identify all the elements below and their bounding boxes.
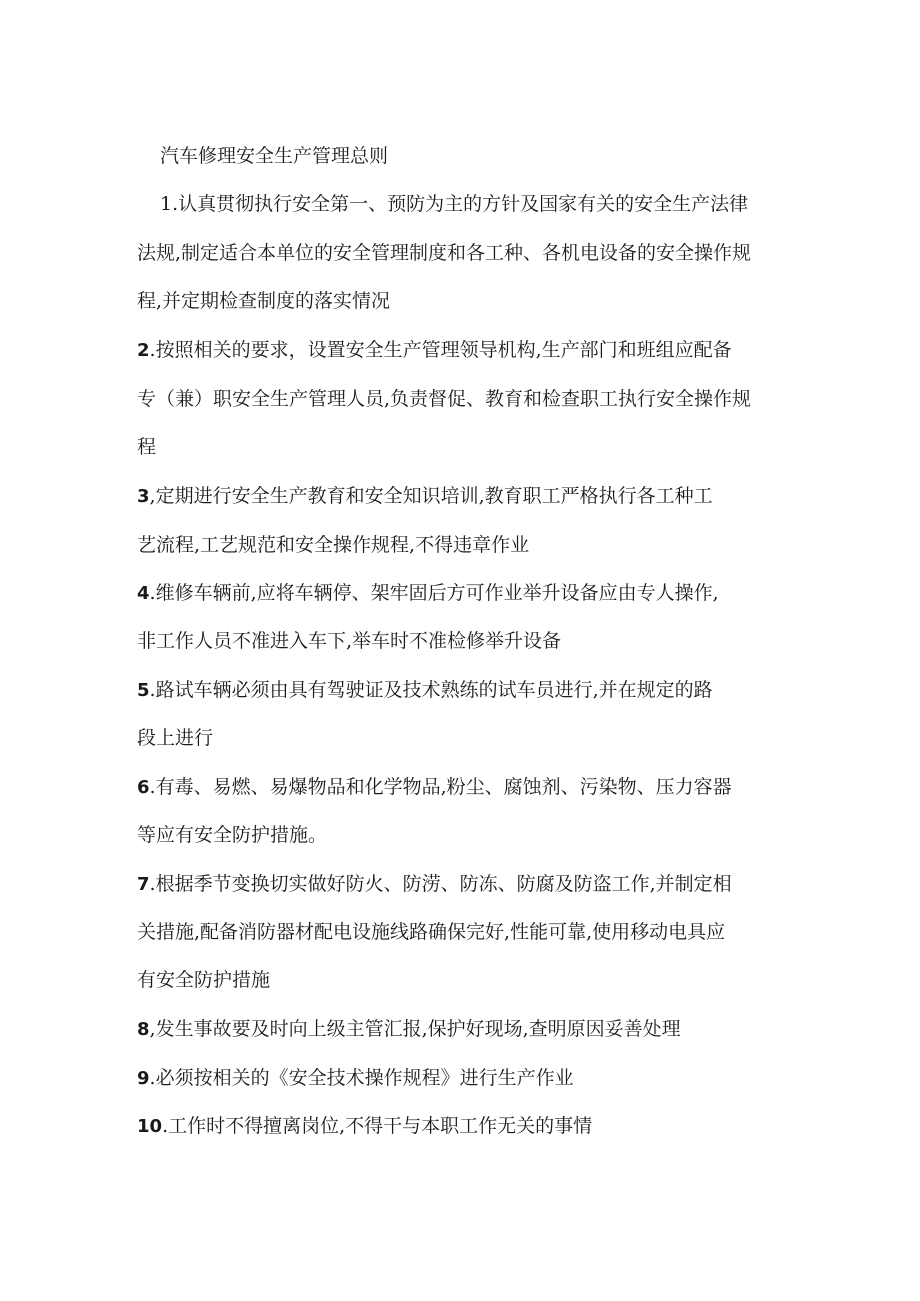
item-3-line-1: [137, 480, 713, 513]
item-1-line-3: 程,并定期检查制度的落实情况: [137, 290, 391, 312]
item-2-line-3: 程: [137, 436, 157, 458]
item-9-line-1: [137, 1062, 574, 1095]
item-1-line-2: 法规,制定适合本单位的安全管理制度和各工种、各机电设备的安全操作规: [137, 242, 752, 264]
item-number: 1.: [160, 193, 179, 215]
item-text: .路试车辆必须由具有驾驶证及技术熟练的试车员进行,并在规定的路: [149, 679, 713, 701]
item-2-line-1: [137, 334, 732, 367]
item-6-line-1: [137, 771, 732, 804]
item-3-line-2: 艺流程,工艺规范和安全操作规程,不得违章作业: [137, 534, 530, 556]
item-number: 9: [137, 1068, 150, 1089]
item-text: .维修车辆前,应将车辆停、架牢固后方可作业举升设备应由专人操作,: [149, 582, 719, 604]
item-5-line-2: 段上进行: [137, 727, 214, 749]
item-text: .必须按相关的《安全技术操作规程》进行生产作业: [149, 1067, 574, 1089]
item-number: 2: [137, 340, 150, 361]
item-text: .有毒、易燃、易爆物品和化学物品,粉尘、腐蚀剂、污染物、压力容器: [149, 776, 732, 798]
item-text: ,发生事故要及时向上级主管汇报,保护好现场,查明原因妥善处理: [149, 1018, 681, 1040]
item-number: 3: [137, 486, 150, 507]
item-number: 10: [137, 1116, 163, 1137]
item-text: .根据季节变换切实做好防火、防涝、防冻、防腐及防盗工作,并制定相: [149, 873, 732, 895]
item-number: 8: [137, 1019, 150, 1040]
item-1-line-1: [160, 188, 748, 220]
item-text: .按照相关的要求，设置安全生产管理领导机构,生产部门和班组应配备: [149, 339, 732, 361]
item-number: 6: [137, 777, 150, 798]
item-4-line-1: [137, 577, 719, 610]
item-text: .工作时不得擅离岗位,不得干与本职工作无关的事情: [162, 1115, 593, 1137]
document-title: 汽车修理安全生产管理总则: [160, 145, 389, 167]
item-7-line-1: [137, 868, 732, 901]
item-4-line-2: 非工作人员不准进入车下,举车时不准检修举升设备: [137, 630, 562, 652]
item-text: 认真贯彻执行安全第一、预防为主的方针及国家有关的安全生产法律: [178, 193, 749, 215]
item-number: 7: [137, 874, 150, 895]
item-number: 5: [137, 680, 150, 701]
item-7-line-3: 有安全防护措施: [137, 969, 271, 991]
item-number: 4: [137, 583, 150, 604]
item-2-line-2: 专（兼）职安全生产管理人员,负责督促、教育和检查职工执行安全操作规: [137, 388, 752, 410]
item-text: ,定期进行安全生产教育和安全知识培训,教育职工严格执行各工种工: [149, 485, 713, 507]
item-7-line-2: 关措施,配备消防器材配电设施线路确保完好,性能可靠,使用移动电具应: [137, 921, 726, 943]
item-8-line-1: [137, 1013, 681, 1046]
item-5-line-1: [137, 674, 713, 707]
item-6-line-2: 等应有安全防护措施。: [137, 824, 328, 846]
item-10-line-1: [137, 1110, 592, 1143]
